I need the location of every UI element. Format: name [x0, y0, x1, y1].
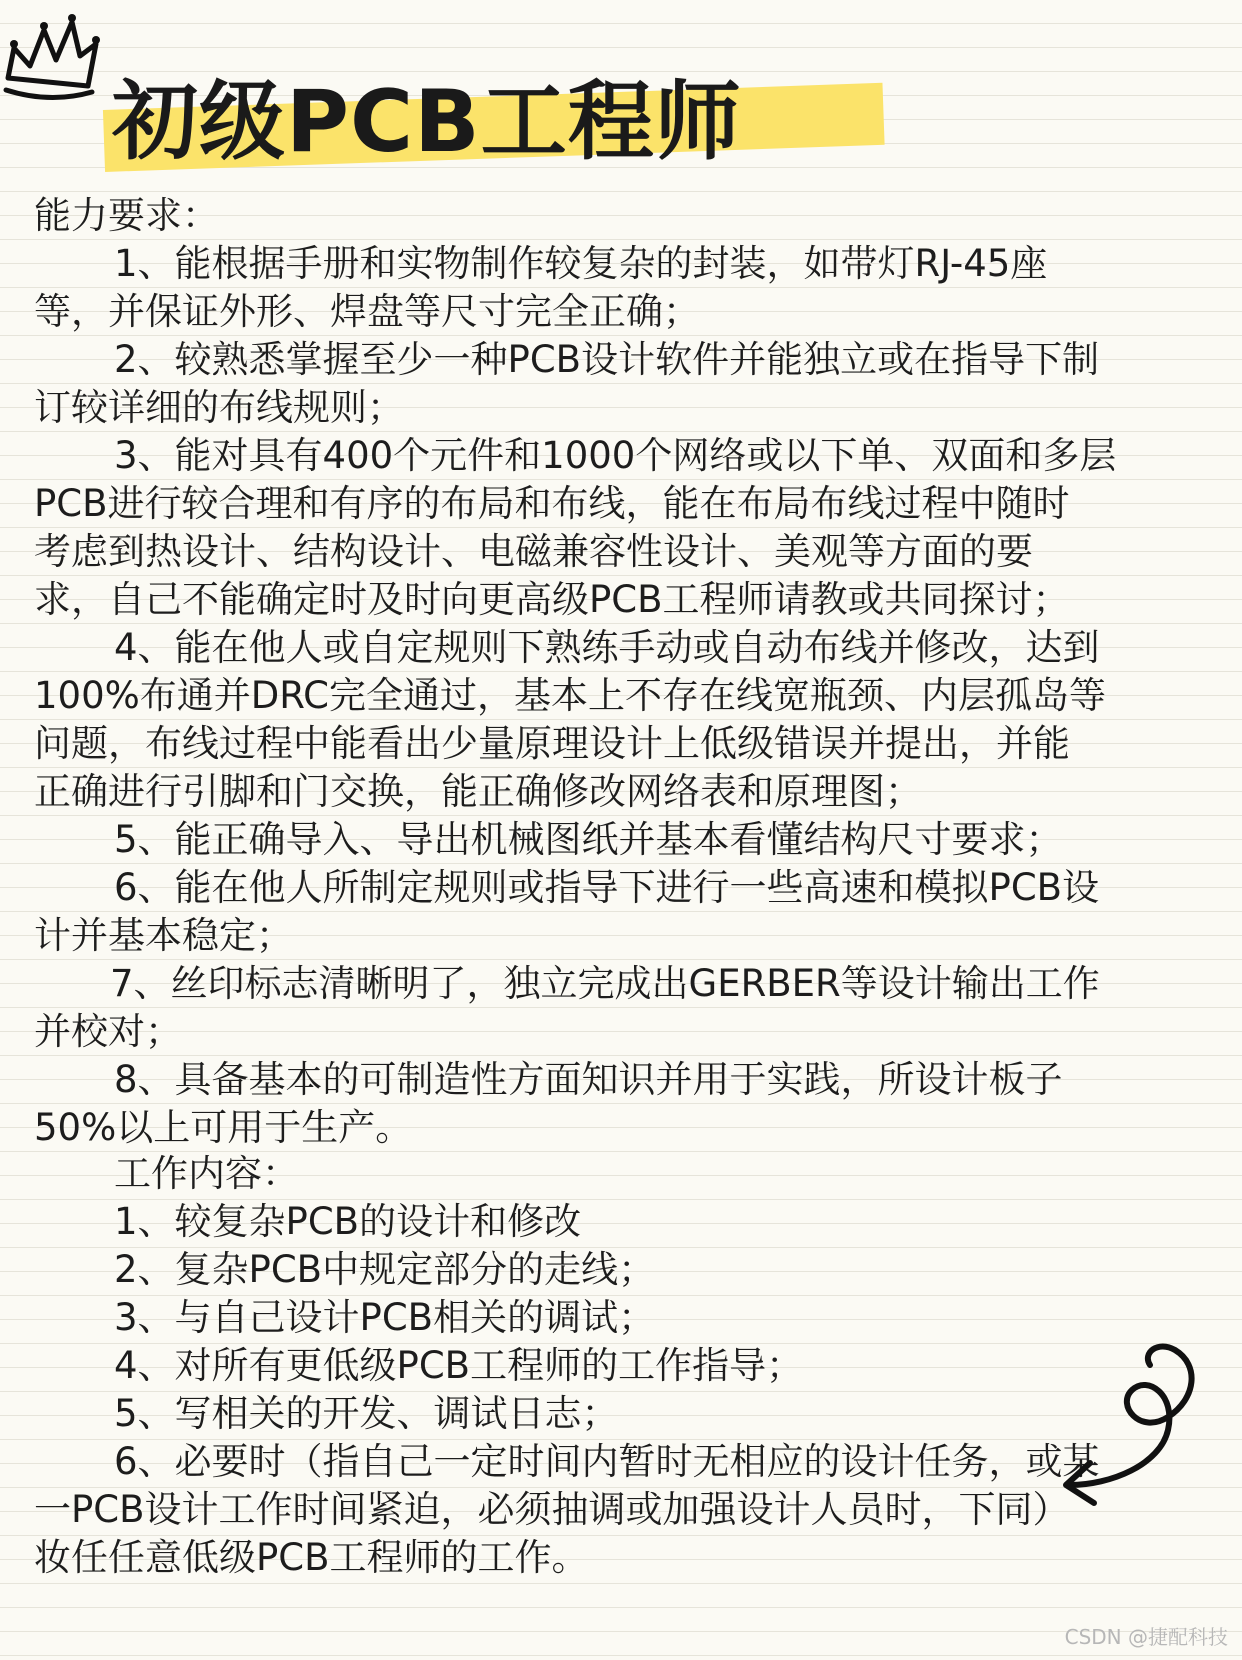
list-item: 计并基本稳定； — [34, 914, 293, 957]
list-item: 1、较复杂PCB的设计和修改 — [114, 1200, 582, 1243]
list-item: 正确进行引脚和门交换，能正确修改网络表和原理图； — [34, 770, 922, 813]
section-heading: 能力要求： — [34, 194, 219, 237]
list-item: 50%以上可用于生产。 — [34, 1106, 413, 1149]
list-item: 4、对所有更低级PCB工程师的工作指导； — [114, 1344, 804, 1387]
list-item: 问题，布线过程中能看出少量原理设计上低级错误并提出，并能 — [34, 722, 1070, 765]
list-item: 7、丝印标志清晰明了，独立完成出GERBER等设计输出工作 — [110, 962, 1100, 1005]
list-item: 1、能根据手册和实物制作较复杂的封装，如带灯RJ-45座 — [114, 242, 1048, 285]
list-item: PCB进行较合理和有序的布局和布线，能在布局布线过程中随时 — [34, 482, 1070, 525]
list-item: 100%布通并DRC完全通过，基本上不存在线宽瓶颈、内层孤岛等 — [34, 674, 1106, 717]
list-item: 订较详细的布线规则； — [34, 386, 404, 429]
crown-icon — [0, 8, 108, 108]
section-work-content — [34, 1150, 1184, 1582]
list-item: 4、能在他人或自定规则下熟练手动或自动布线并修改，达到 — [114, 626, 1100, 669]
list-item: 6、必要时（指自己一定时间内暂时无相应的设计任务，或某 — [114, 1440, 1100, 1483]
list-item: 8、具备基本的可制造性方面知识并用于实践，所设计板子 — [114, 1058, 1063, 1101]
list-item: 3、能对具有400个元件和1000个网络或以下单、双面和多层 — [114, 434, 1117, 477]
swirl-arrow-icon — [1050, 1335, 1225, 1510]
list-item: 等，并保证外形、焊盘等尺寸完全正确； — [34, 290, 700, 333]
list-item: 妆任任意低级PCB工程师的工作。 — [34, 1536, 589, 1579]
watermark: CSDN @捷配科技 — [1064, 1625, 1228, 1649]
list-item: 2、较熟悉掌握至少一种PCB设计软件并能独立或在指导下制 — [114, 338, 1100, 381]
list-item: 6、能在他人所制定规则或指导下进行一些高速和模拟PCB设 — [114, 866, 1100, 909]
list-item: 5、能正确导入、导出机械图纸并基本看懂结构尺寸要求； — [114, 818, 1063, 861]
list-item: 考虑到热设计、结构设计、电磁兼容性设计、美观等方面的要 — [34, 530, 1033, 573]
page-title: 初级PCB工程师 — [112, 72, 742, 172]
list-item: 求，自己不能确定时及时向更高级PCB工程师请教或共同探讨； — [34, 578, 1070, 621]
list-item: 并校对； — [34, 1010, 182, 1053]
list-item: 3、与自己设计PCB相关的调试； — [114, 1296, 656, 1339]
section-heading: 工作内容： — [114, 1152, 299, 1195]
list-item: 5、写相关的开发、调试日志； — [114, 1392, 619, 1435]
list-item: 一PCB设计工作时间紧迫，必须抽调或加强设计人员时，下同） — [34, 1488, 1070, 1531]
section-ability-requirements — [34, 192, 1184, 1152]
list-item: 2、复杂PCB中规定部分的走线； — [114, 1248, 656, 1291]
